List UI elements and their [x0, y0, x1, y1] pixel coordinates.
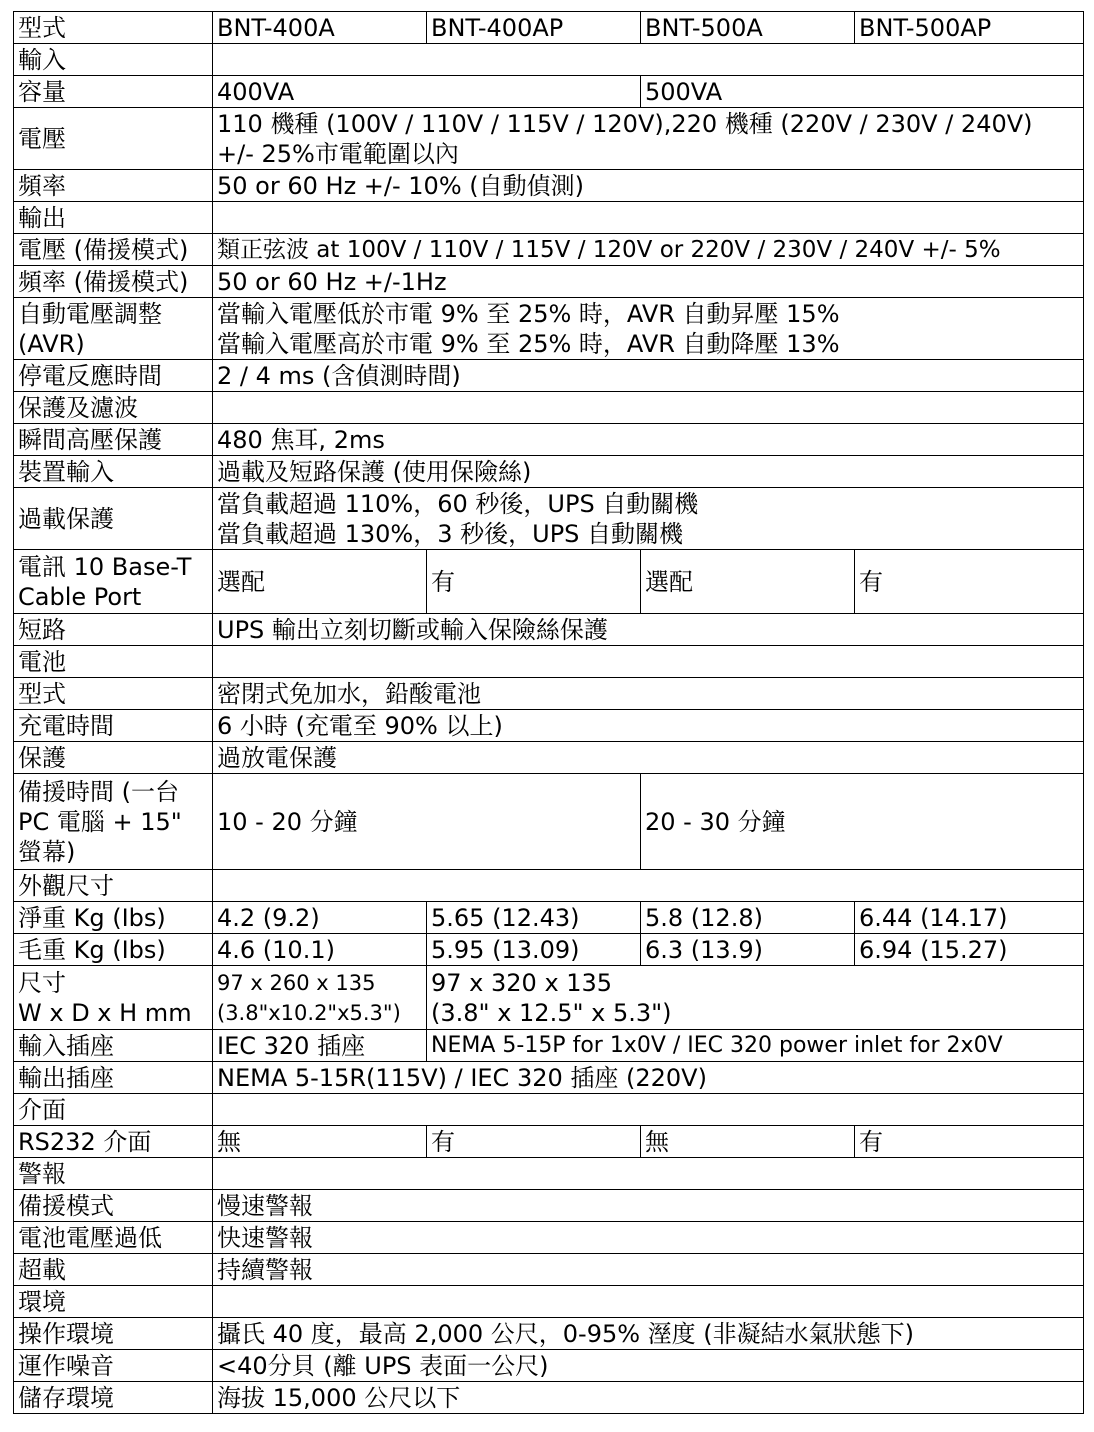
row-label: 短路 — [14, 614, 213, 646]
row-value: 過放電保護 — [213, 742, 1084, 774]
table-row — [14, 1382, 1084, 1414]
text-line: +/- 25%市電範圍以內 — [217, 139, 459, 168]
table-row — [14, 774, 1084, 870]
row-label: 裝置輸入 — [14, 456, 213, 488]
row-label: 運作噪音 — [14, 1350, 213, 1382]
table-row — [14, 76, 1084, 108]
row-value: 有 — [427, 1126, 641, 1158]
table-row — [14, 550, 1084, 614]
row-value: 50 or 60 Hz +/- 10% (自動偵測) — [213, 170, 1084, 202]
model-name: BNT-500AP — [855, 12, 1084, 44]
row-value: 有 — [427, 550, 641, 614]
row-label — [14, 774, 213, 870]
table-row — [14, 488, 1084, 550]
table-row — [14, 456, 1084, 488]
text-line: (3.8"x10.2"x5.3") — [217, 1000, 401, 1025]
row-value: 持續警報 — [213, 1254, 1084, 1286]
section-title: 介面 — [14, 1094, 213, 1126]
section-row — [14, 392, 1084, 424]
row-label — [14, 966, 213, 1030]
row-label: 電壓 (備援模式) — [14, 234, 213, 266]
section-row — [14, 1158, 1084, 1190]
overload-value — [213, 488, 1084, 550]
section-row — [14, 870, 1084, 902]
label-line: 螢幕) — [18, 837, 76, 866]
model-label: 型式 — [14, 12, 213, 44]
section-row — [14, 1094, 1084, 1126]
table-row — [14, 1062, 1084, 1094]
row-label: 頻率 — [14, 170, 213, 202]
table-row — [14, 614, 1084, 646]
table-row — [14, 678, 1084, 710]
row-label: RS232 介面 — [14, 1126, 213, 1158]
row-value: 6.3 (13.9) — [641, 934, 855, 966]
table-row — [14, 742, 1084, 774]
row-value: 5.8 (12.8) — [641, 902, 855, 934]
section-row — [14, 202, 1084, 234]
row-label: 保護 — [14, 742, 213, 774]
row-label: 超載 — [14, 1254, 213, 1286]
row-label: 停電反應時間 — [14, 360, 213, 392]
text-line: 97 x 260 x 135 — [217, 970, 376, 995]
row-value: <40分貝 (離 UPS 表面一公尺) — [213, 1350, 1084, 1382]
row-label: 毛重 Kg (Ibs) — [14, 934, 213, 966]
row-value: 選配 — [213, 550, 427, 614]
row-value: 無 — [213, 1126, 427, 1158]
row-value: 過載及短路保護 (使用保險絲) — [213, 456, 1084, 488]
row-label: 輸出插座 — [14, 1062, 213, 1094]
row-label: 電壓 — [14, 108, 213, 170]
table-row — [14, 1030, 1084, 1062]
spec-table — [13, 11, 1084, 1414]
section-title: 輸入 — [14, 44, 213, 76]
section-row — [14, 1286, 1084, 1318]
table-row — [14, 1318, 1084, 1350]
row-label: 瞬間高壓保護 — [14, 424, 213, 456]
row-label: 操作環境 — [14, 1318, 213, 1350]
row-value: 無 — [641, 1126, 855, 1158]
text-line: 當輸入電壓低於市電 9% 至 25% 時，AVR 自動昇壓 15% — [217, 299, 840, 328]
row-value: 海拔 15,000 公尺以下 — [213, 1382, 1084, 1414]
row-label: 充電時間 — [14, 710, 213, 742]
row-value: 快速警報 — [213, 1222, 1084, 1254]
table-row — [14, 1222, 1084, 1254]
row-value: 有 — [855, 1126, 1084, 1158]
table-row — [14, 266, 1084, 298]
section-title: 環境 — [14, 1286, 213, 1318]
row-value: 密閉式免加水，鉛酸電池 — [213, 678, 1084, 710]
text-line: 當輸入電壓高於市電 9% 至 25% 時，AVR 自動降壓 13% — [217, 329, 840, 358]
label-line: (AVR) — [18, 329, 85, 358]
section-row — [14, 646, 1084, 678]
row-value: 慢速警報 — [213, 1190, 1084, 1222]
row-value: 5.65 (12.43) — [427, 902, 641, 934]
row-value: NEMA 5-15P for 1x0V / IEC 320 power inlet for 2x0V — [427, 1030, 1084, 1062]
row-value: 有 — [855, 550, 1084, 614]
input-voltage-value — [213, 108, 1084, 170]
table-row — [14, 1254, 1084, 1286]
row-value: 5.95 (13.09) — [427, 934, 641, 966]
dimension-400 — [213, 966, 427, 1030]
table-row — [14, 170, 1084, 202]
capacity-400: 400VA — [213, 76, 641, 108]
row-value: 4.6 (10.1) — [213, 934, 427, 966]
table-row — [14, 1126, 1084, 1158]
model-name: BNT-400AP — [427, 12, 641, 44]
row-value: 攝氏 40 度，最高 2,000 公尺，0-95% 溼度 (非凝結水氣狀態下) — [213, 1318, 1084, 1350]
row-value: 6.94 (15.27) — [855, 934, 1084, 966]
row-value: 6 小時 (充電至 90% 以上) — [213, 710, 1084, 742]
table-row — [14, 424, 1084, 456]
row-label: 型式 — [14, 678, 213, 710]
row-value: NEMA 5-15R(115V) / IEC 320 插座 (220V) — [213, 1062, 1084, 1094]
row-value: 4.2 (9.2) — [213, 902, 427, 934]
row-value: 6.44 (14.17) — [855, 902, 1084, 934]
row-value: 480 焦耳, 2ms — [213, 424, 1084, 456]
backup-500: 20 - 30 分鐘 — [641, 774, 1084, 870]
table-row — [14, 360, 1084, 392]
label-line: 自動電壓調整 — [18, 299, 162, 328]
label-line: Cable Port — [18, 582, 142, 611]
table-row — [14, 1190, 1084, 1222]
table-row — [14, 934, 1084, 966]
table-row — [14, 710, 1084, 742]
row-value: 50 or 60 Hz +/-1Hz — [213, 266, 1084, 298]
section-title: 電池 — [14, 646, 213, 678]
table-row — [14, 298, 1084, 360]
table-row — [14, 108, 1084, 170]
model-name: BNT-400A — [213, 12, 427, 44]
section-title: 外觀尺寸 — [14, 870, 213, 902]
text-line: 當負載超過 110%，60 秒後，UPS 自動關機 — [217, 489, 699, 518]
row-label — [14, 298, 213, 360]
row-value: UPS 輸出立刻切斷或輸入保險絲保護 — [213, 614, 1084, 646]
row-label: 儲存環境 — [14, 1382, 213, 1414]
row-label: 過載保護 — [14, 488, 213, 550]
capacity-500: 500VA — [641, 76, 1084, 108]
avr-value — [213, 298, 1084, 360]
dimension-others — [427, 966, 1084, 1030]
row-value: 類正弦波 at 100V / 110V / 115V / 120V or 220V / 230V / 240V +/- 5% — [213, 234, 1084, 266]
table-row — [14, 1350, 1084, 1382]
row-label: 頻率 (備援模式) — [14, 266, 213, 298]
label-line: PC 電腦 + 15" — [18, 807, 182, 836]
row-label — [14, 550, 213, 614]
model-name: BNT-500A — [641, 12, 855, 44]
row-label: 淨重 Kg (Ibs) — [14, 902, 213, 934]
header-row — [14, 12, 1084, 44]
section-row — [14, 44, 1084, 76]
section-title: 保護及濾波 — [14, 392, 213, 424]
text-line: 97 x 320 x 135 — [431, 968, 613, 997]
row-value: IEC 320 插座 — [213, 1030, 427, 1062]
row-label: 備援模式 — [14, 1190, 213, 1222]
text-line: 110 機種 (100V / 110V / 115V / 120V),220 機種 (220V / 230V / 240V) — [217, 109, 1033, 138]
label-line: W x D x H mm — [18, 998, 192, 1027]
row-label: 電池電壓過低 — [14, 1222, 213, 1254]
label-line: 備援時間 (一台 — [18, 777, 179, 806]
row-value: 2 / 4 ms (含偵測時間) — [213, 360, 1084, 392]
row-value: 選配 — [641, 550, 855, 614]
row-label: 容量 — [14, 76, 213, 108]
text-line: (3.8" x 12.5" x 5.3") — [431, 998, 672, 1027]
table-row — [14, 902, 1084, 934]
table-row — [14, 234, 1084, 266]
section-title: 輸出 — [14, 202, 213, 234]
label-line: 電訊 10 Base-T — [18, 552, 192, 581]
section-title: 警報 — [14, 1158, 213, 1190]
row-label: 輸入插座 — [14, 1030, 213, 1062]
backup-400: 10 - 20 分鐘 — [213, 774, 641, 870]
text-line: 當負載超過 130%，3 秒後，UPS 自動關機 — [217, 519, 684, 548]
label-line: 尺寸 — [18, 968, 66, 997]
table-row — [14, 966, 1084, 1030]
